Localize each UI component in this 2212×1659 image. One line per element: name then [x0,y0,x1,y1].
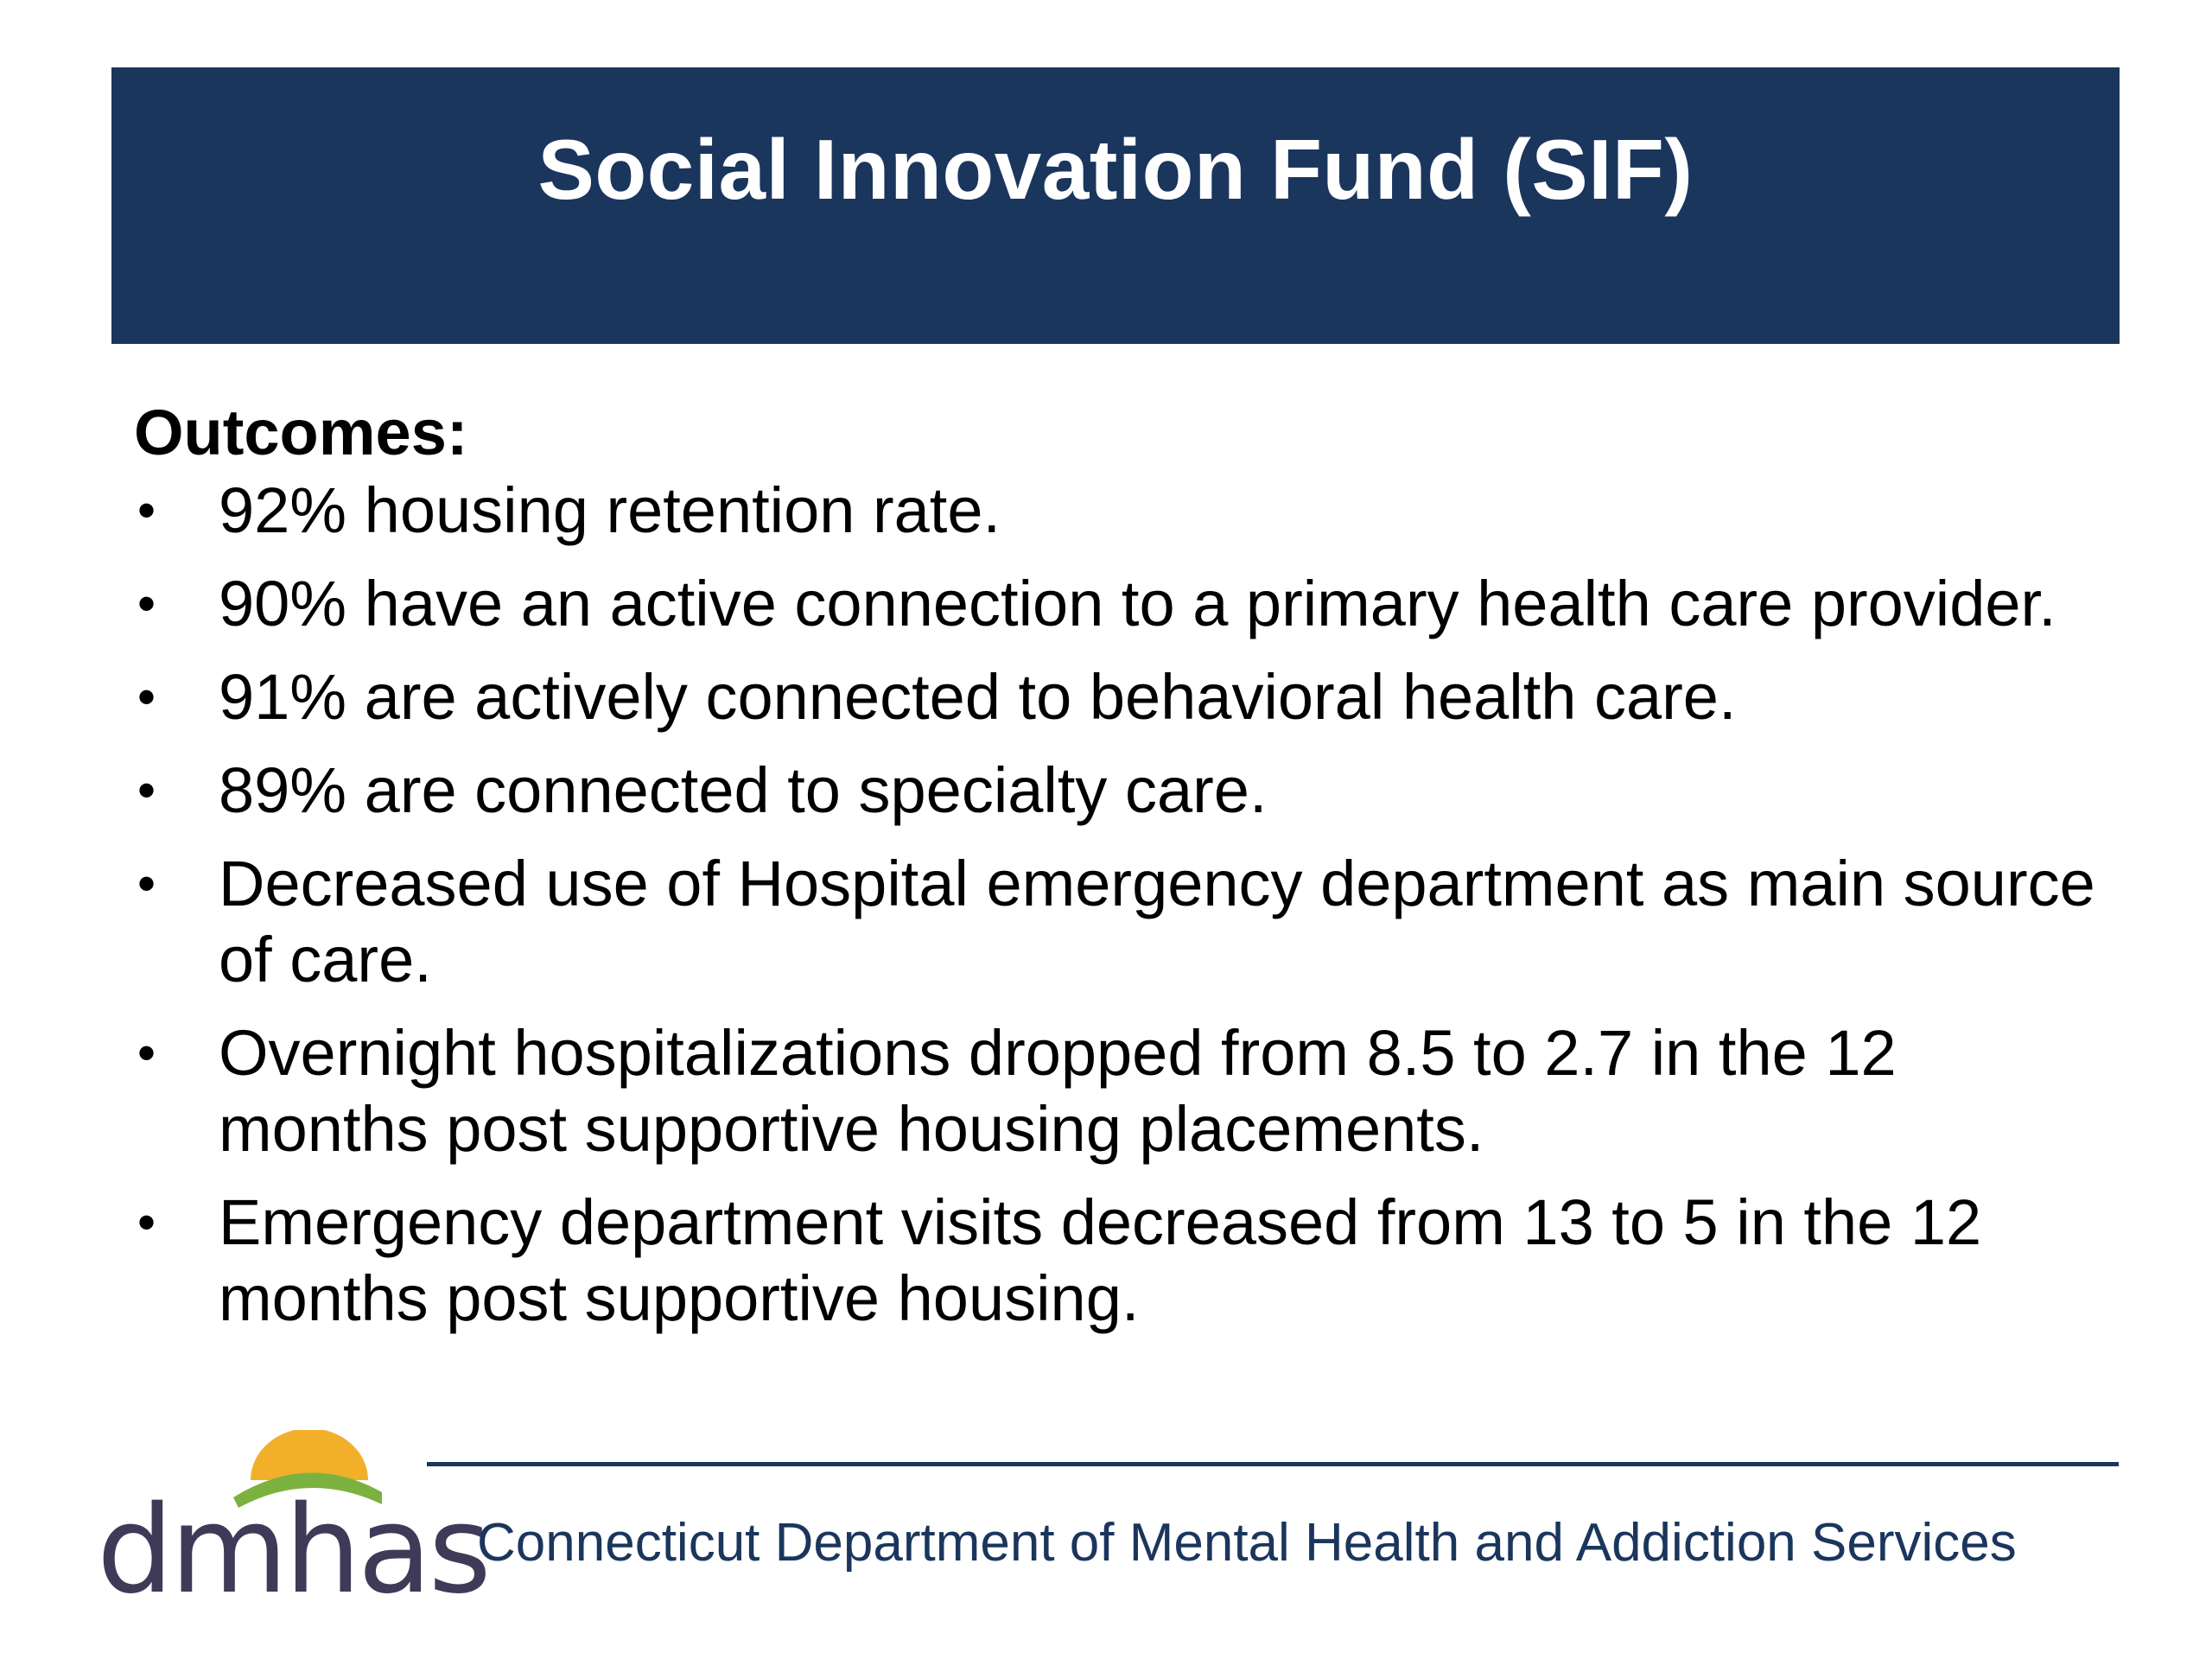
outcome-text: 90% have an active connection to a primary health care provider. [219,568,2056,640]
sun-shape [251,1430,368,1480]
list-item [134,1015,2120,1167]
bullet-icon: • [137,668,156,727]
outcomes-list [134,473,2121,1337]
list-item [134,473,2120,549]
outcome-text: 89% are connected to specialty care. [219,754,1268,827]
list-item [134,566,2120,642]
dmhas-logo [97,1430,488,1621]
bullet-icon: • [137,1024,156,1083]
footer-organization: Connecticut Department of Mental Health and Addiction Services [477,1513,2017,1573]
outcome-text: 92% housing retention rate. [219,474,1001,547]
outcomes-heading: Outcomes: [134,397,468,468]
list-item [134,846,2120,998]
bullet-icon: • [137,575,156,633]
bullet-icon: • [137,481,156,540]
title-banner [111,67,2120,344]
outcome-text: Emergency department visits decreased from 13 to 5 in the 12 months post supportive housing. [219,1186,1982,1335]
footer-divider [427,1462,2119,1466]
bullet-icon: • [137,855,156,913]
bullet-icon: • [137,761,156,820]
outcomes-section [134,397,2121,1354]
logo-text: dmhas [97,1480,488,1621]
page-title: Social Innovation Fund (SIF) [537,122,1694,217]
outcome-text: 91% are actively connected to behavioral health care. [219,661,1737,734]
list-item [134,659,2120,735]
list-item [134,1185,2120,1337]
bullet-icon: • [137,1193,156,1252]
outcome-text: Overnight hospitalizations dropped from 8.5 to 2.7 in the 12 months post supportive housing placements. [219,1017,1897,1166]
outcome-text: Decreased use of Hospital emergency department as main source of care. [219,848,2095,996]
list-item [134,753,2120,829]
